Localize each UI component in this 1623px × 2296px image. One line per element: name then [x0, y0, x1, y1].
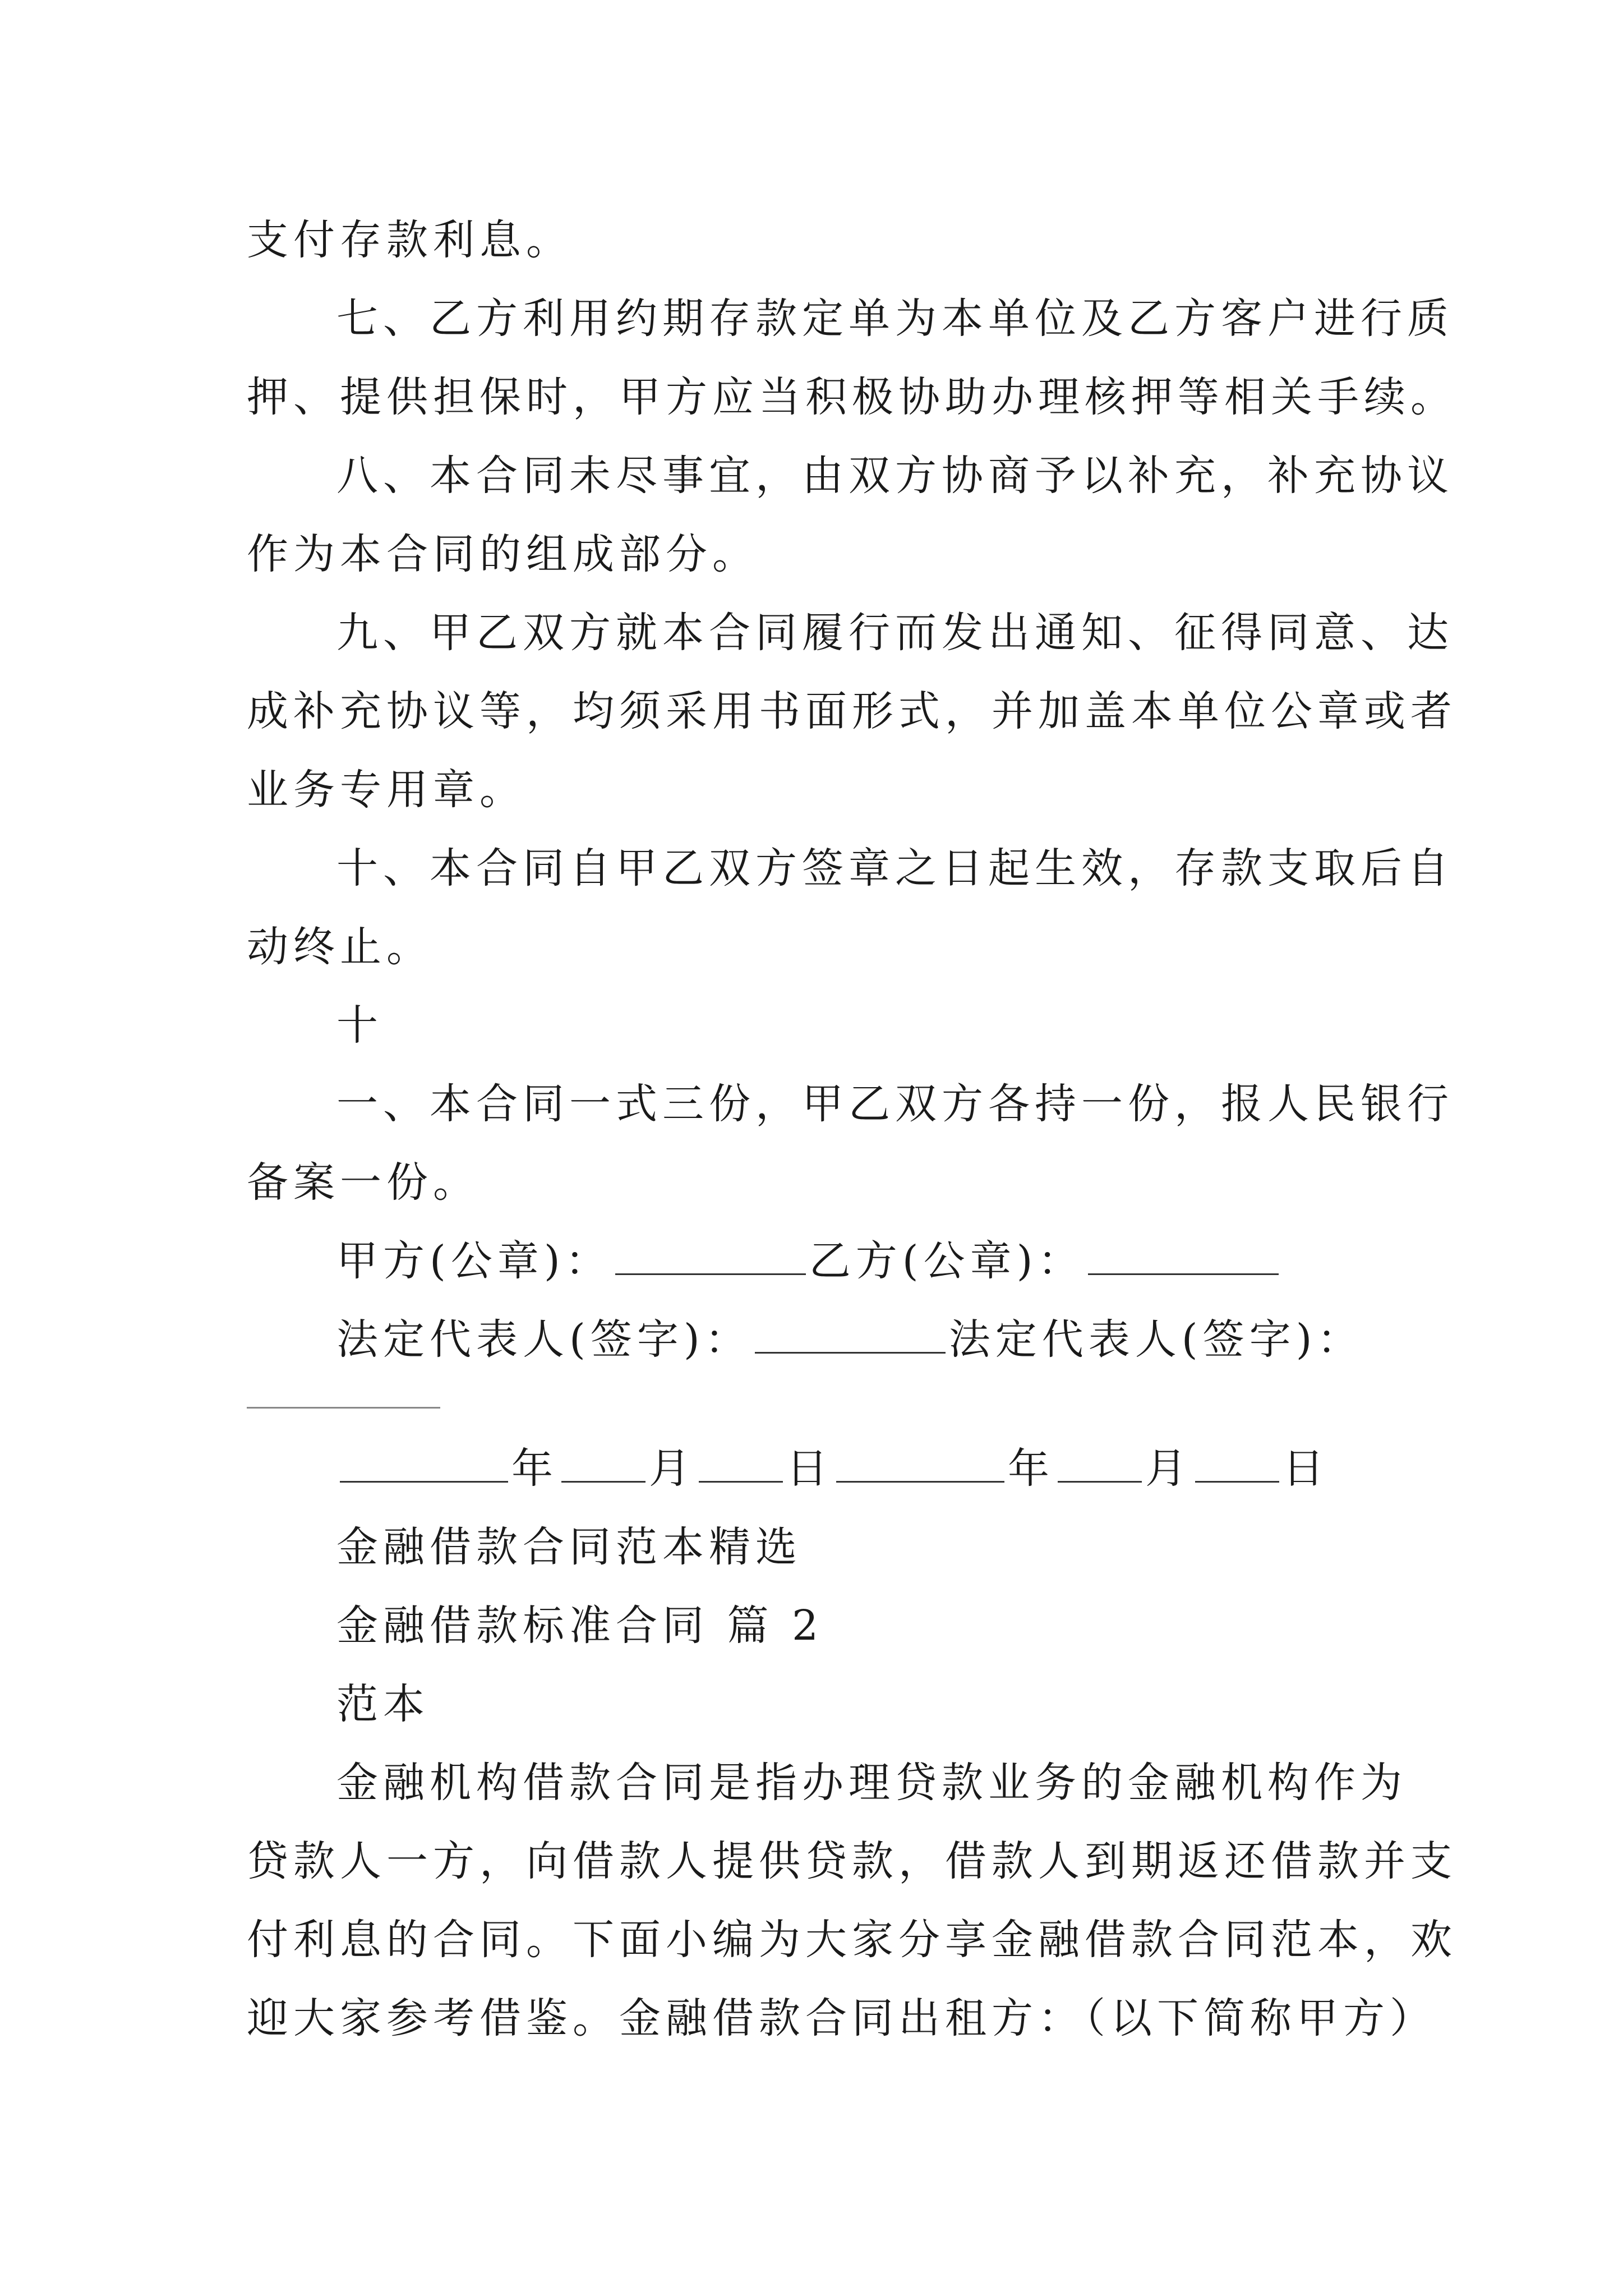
- intro-line-4: 迎大家参考借鉴。金融借款合同出租方：（以下简称甲方）: [247, 1994, 1436, 2042]
- section-subtitle: 金融借款标准合同 篇 2: [336, 1602, 824, 1650]
- party-b-rep-label: 法定代表人(签字)：: [948, 1315, 1364, 1364]
- year-label-b: 年: [1008, 1444, 1054, 1493]
- day-blank-a: [699, 1442, 783, 1483]
- clause-9-line-2: 成补充协议等，均须采用书面形式，并加盖本单位公章或者: [247, 687, 1457, 735]
- clause-9-line-1: 九、甲乙双方就本合同履行而发出通知、征得同意、达: [336, 609, 1454, 657]
- date-row: [336, 1441, 1329, 1497]
- day-label-a: 日: [786, 1444, 833, 1493]
- year-label-a: 年: [511, 1444, 558, 1493]
- clause-11-number: 十: [336, 1001, 383, 1050]
- clause-11-line-1: 一、本合同一式三份，甲乙双方各持一份，报人民银行: [336, 1080, 1454, 1128]
- month-label-b: 月: [1145, 1444, 1192, 1493]
- representative-signature-row: [336, 1312, 1364, 1368]
- seal-signature-row: [336, 1233, 1282, 1289]
- section-label: 范本: [336, 1680, 430, 1728]
- clause-8-line-2: 作为本合同的组成部分。: [247, 530, 759, 578]
- month-label-a: 月: [649, 1444, 695, 1493]
- clause-9-line-3: 业务专用章。: [247, 766, 526, 814]
- clause-8-line-1: 八、本合同未尽事宜，由双方协商予以补充，补充协议: [336, 452, 1454, 500]
- party-a-seal-blank: [615, 1234, 806, 1275]
- clause-11-line-2: 备案一份。: [247, 1158, 479, 1207]
- section-title: 金融借款合同范本精选: [336, 1523, 802, 1571]
- intro-line-3: 付利息的合同。下面小编为大家分享金融借款合同范本，欢: [247, 1916, 1457, 1964]
- clause-7-line-2: 押、提供担保时，甲方应当积极协助办理核押等相关手续。: [247, 373, 1457, 421]
- intro-line-2: 贷款人一方，向借款人提供贷款，借款人到期返还借款并支: [247, 1837, 1457, 1885]
- intro-line-1: 金融机构借款合同是指办理贷款业务的金融机构作为: [336, 1759, 1407, 1807]
- clause-10-line-2: 动终止。: [247, 923, 433, 971]
- paragraph-line: 支付存款利息。: [247, 216, 573, 264]
- month-blank-a: [561, 1442, 645, 1483]
- year-blank-a: [340, 1442, 508, 1483]
- party-a-rep-blank: [755, 1313, 946, 1354]
- year-blank-b: [836, 1442, 1004, 1483]
- party-a-rep-label: 法定代表人(签字)：: [336, 1315, 751, 1364]
- clause-7-line-1: 七、乙方利用约期存款定单为本单位及乙方客户进行质: [336, 295, 1454, 343]
- party-b-seal-label: 乙方(公章)：: [809, 1237, 1085, 1285]
- party-b-seal-blank: [1088, 1234, 1279, 1275]
- day-label-b: 日: [1283, 1444, 1329, 1493]
- month-blank-b: [1058, 1442, 1142, 1483]
- party-b-rep-blank: [247, 1407, 440, 1409]
- day-blank-b: [1195, 1442, 1279, 1483]
- party-a-seal-label: 甲方(公章)：: [336, 1237, 612, 1285]
- clause-10-line-1: 十、本合同自甲乙双方签章之日起生效，存款支取后自: [336, 844, 1454, 892]
